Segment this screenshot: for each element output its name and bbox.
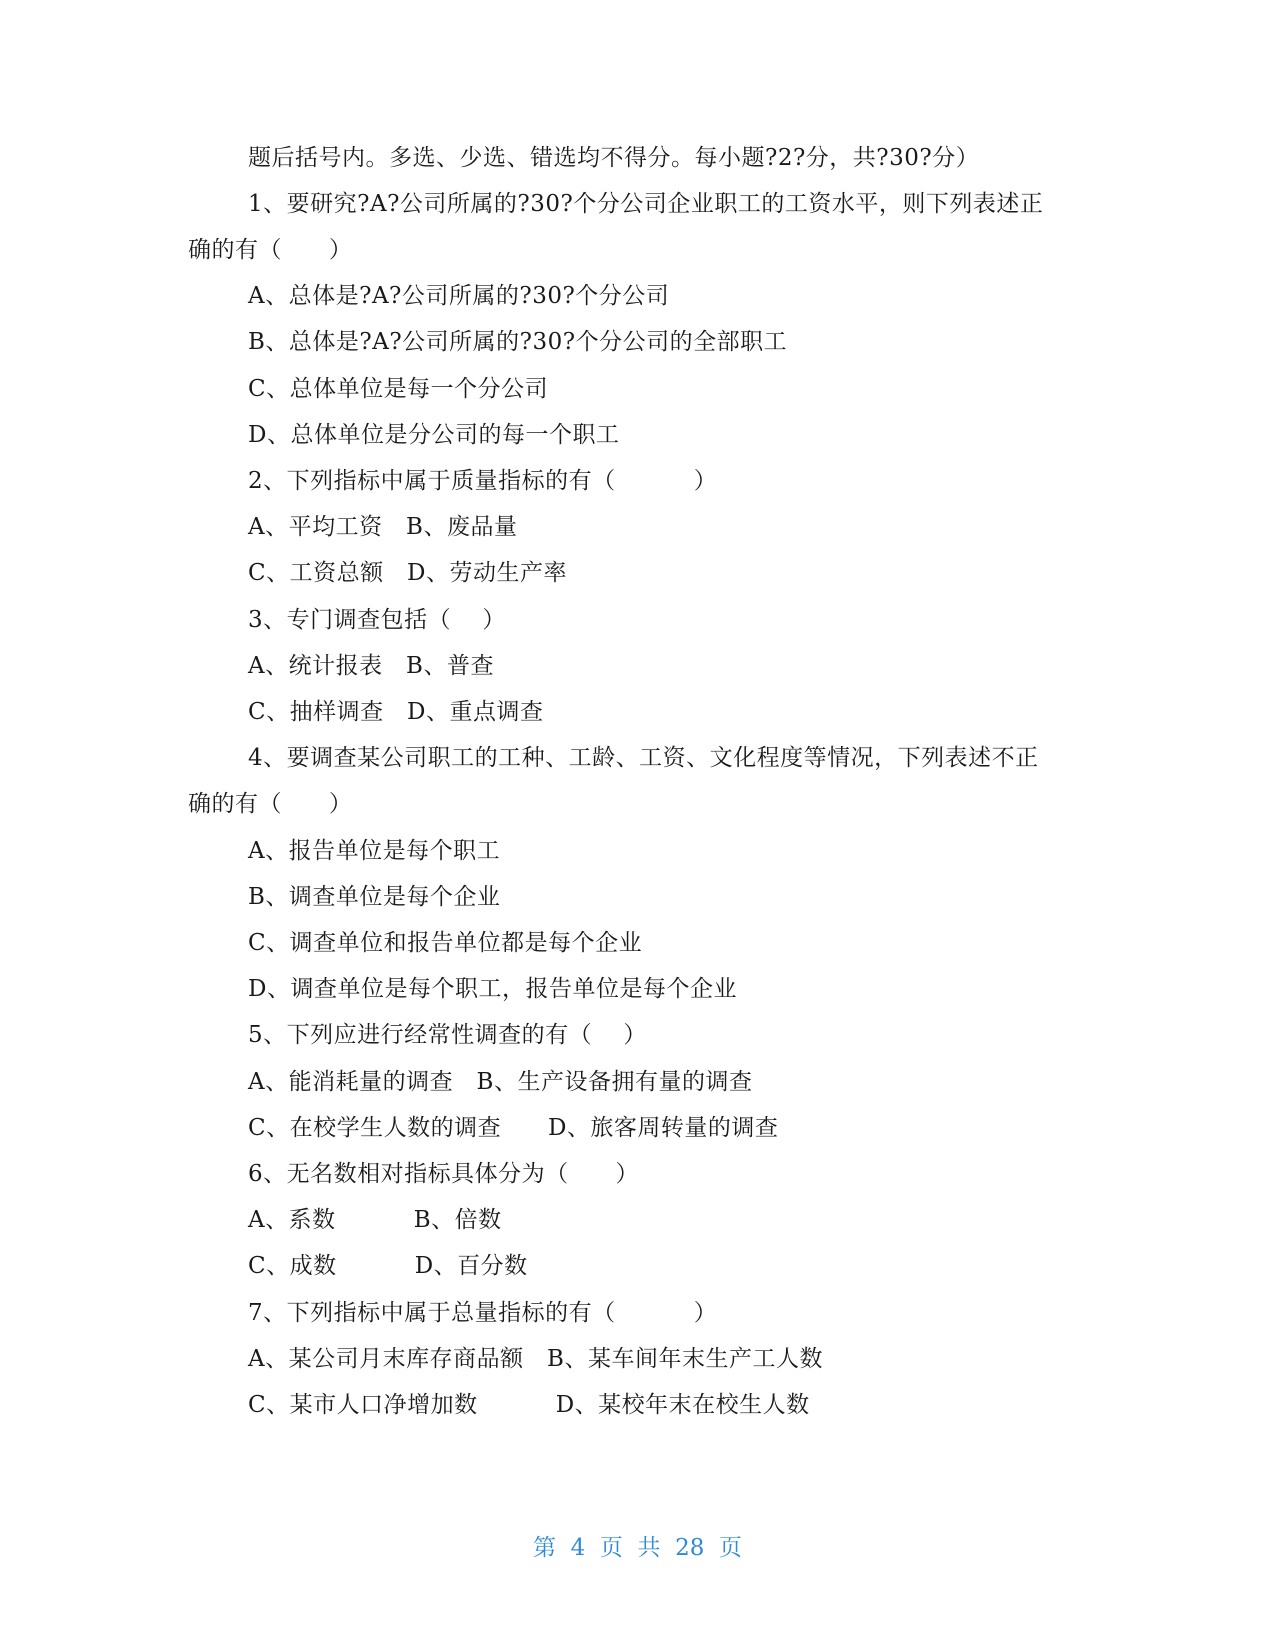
option-line: C、工资总额 D、劳动生产率 <box>248 560 567 586</box>
option-line: A、平均工资 B、废品量 <box>248 514 518 540</box>
option-line: C、抽样调查 D、重点调查 <box>248 699 544 725</box>
page-number-footer: 第 4 页 共 28 页 <box>532 1535 742 1561</box>
question-4: 4、要调查某公司职工的工种、工龄、工资、文化程度等情况，下列表述不正 <box>248 745 1039 771</box>
question-1: 1、要研究?A?公司所属的?30?个分公司企业职工的工资水平，则下列表述正 <box>248 191 1044 217</box>
question-2: 2、下列指标中属于质量指标的有（ ） <box>248 468 718 494</box>
option-line: D、总体单位是分公司的每一个职工 <box>248 422 620 448</box>
option-line: B、调查单位是每个企业 <box>248 884 501 910</box>
question-3: 3、专门调查包括（ ） <box>248 607 506 633</box>
text-line: 题后括号内。多选、少选、错选均不得分。每小题?2?分，共?30?分） <box>248 145 980 171</box>
option-line: C、成数 D、百分数 <box>248 1253 528 1279</box>
option-line: C、调查单位和报告单位都是每个企业 <box>248 930 643 956</box>
option-line: C、总体单位是每一个分公司 <box>248 376 549 402</box>
option-line: A、系数 B、倍数 <box>248 1207 502 1233</box>
option-line: A、能消耗量的调查 B、生产设备拥有量的调查 <box>248 1069 753 1095</box>
option-line: C、某市人口净增加数 D、某校年末在校生人数 <box>248 1392 810 1418</box>
question-6: 6、无名数相对指标具体分为（ ） <box>248 1161 639 1187</box>
option-line: D、调查单位是每个职工，报告单位是每个企业 <box>248 976 737 1002</box>
option-line: A、报告单位是每个职工 <box>248 838 501 864</box>
question-1-continued: 确的有（ ） <box>188 237 353 263</box>
question-4-continued: 确的有（ ） <box>188 791 353 817</box>
option-line: A、总体是?A?公司所属的?30?个分公司 <box>248 283 670 309</box>
option-line: B、总体是?A?公司所属的?30?个分公司的全部职工 <box>248 329 788 355</box>
option-line: A、统计报表 B、普查 <box>248 653 494 679</box>
option-line: A、某公司月末库存商品额 B、某车间年末生产工人数 <box>248 1346 823 1372</box>
question-5: 5、下列应进行经常性调查的有（ ） <box>248 1022 647 1048</box>
question-7: 7、下列指标中属于总量指标的有（ ） <box>248 1300 718 1326</box>
option-line: C、在校学生人数的调查 D、旅客周转量的调查 <box>248 1115 779 1141</box>
